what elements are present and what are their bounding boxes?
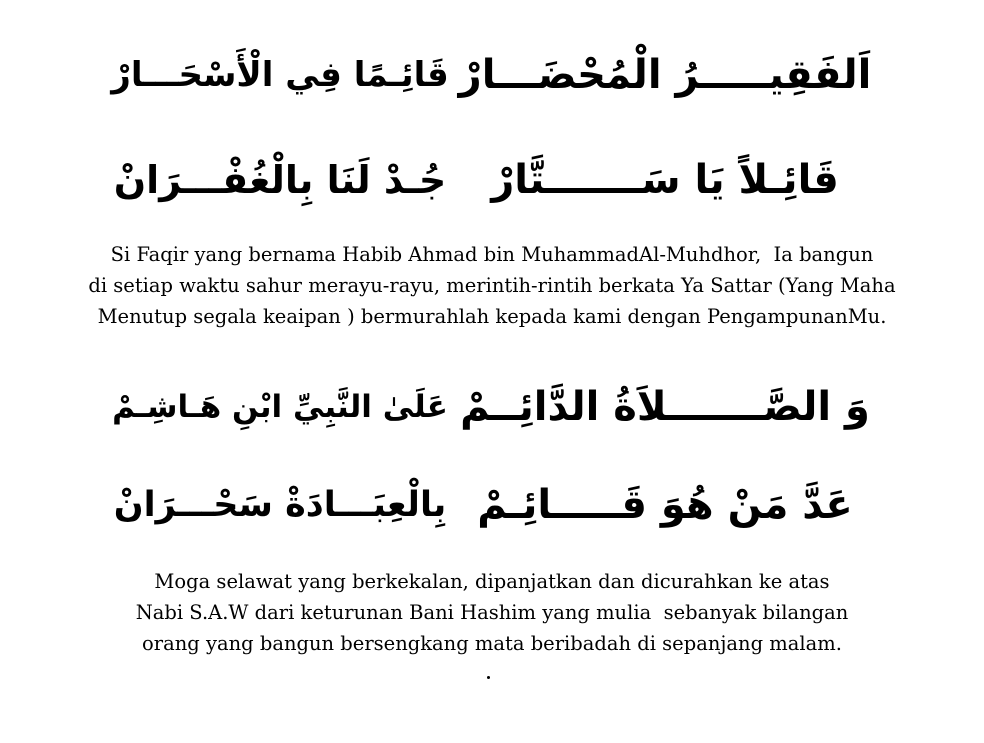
verse-row-1 bbox=[0, 40, 984, 110]
translation-line: Moga selawat yang berkekalan, dipanjatkan dan dicurahkan ke atas bbox=[154, 570, 830, 593]
translation-paragraph-2 bbox=[0, 566, 984, 659]
hemistich-left: بِالْعِبَـــادَةْ سَحْـــرَانْ bbox=[113, 485, 447, 525]
hemistich-left: قَائِـمًا فِي الْأَسْحَـــارْ bbox=[111, 55, 449, 95]
verse-row-4 bbox=[0, 470, 984, 540]
hemistich-right: وَ الصَّـــــــلاَةُ الدَّائِــمْ bbox=[460, 384, 870, 430]
verse-row-2 bbox=[0, 145, 984, 215]
translation-line: Menutup segala keaipan ) bermurahlah kepada kami dengan PengampunanMu. bbox=[97, 305, 887, 328]
hemistich-right: عَدَّ مَنْ هُوَ قَـــــائِـمْ bbox=[477, 482, 853, 528]
translation-line: Si Faqir yang bernama Habib Ahmad bin MuhammadAl-Muhdhor, Ia bangun bbox=[110, 243, 874, 266]
end-mark bbox=[487, 676, 490, 679]
verse-row-3 bbox=[0, 372, 984, 442]
hemistich-left: جُـدْ لَنَا بِالْغُفْـــرَانْ bbox=[113, 158, 447, 202]
hemistich-right: قَائِـلاً يَا سَـــــــتَّارْ bbox=[491, 157, 839, 203]
translation-paragraph-1 bbox=[0, 239, 984, 332]
translation-line: orang yang bangun bersengkang mata beribadah di sepanjang malam. bbox=[142, 632, 842, 655]
hemistich-left: عَلَىٰ النَّبِيِّ ابْنِ هَـاشِـمْ bbox=[112, 389, 448, 425]
translation-line: Nabi S.A.W dari keturunan Bani Hashim yang mulia sebanyak bilangan bbox=[135, 601, 849, 624]
translation-line: di setiap waktu sahur merayu-rayu, merintih-rintih berkata Ya Sattar (Yang Maha bbox=[88, 274, 896, 297]
hemistich-right: اَلفَقِيـــــرُ الْمُحْضَـــارْ bbox=[458, 52, 872, 98]
